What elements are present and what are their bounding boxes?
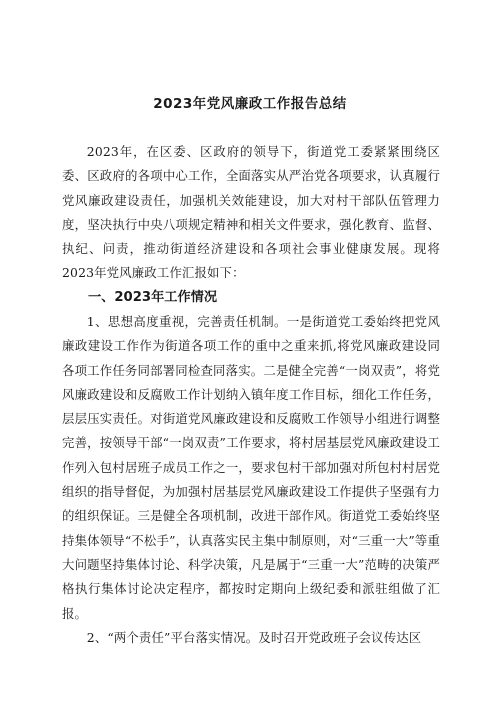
section-paragraph-1: 1、思想高度重视，完善责任机制。一是街道党工委始终把党风廉政建设工作作为街道各项工作的重中之重来抓,将党风廉政建设同各项工作任务同部署同检查同落实。二是健全完善“一岗双责”，将党风廉政建设和反腐败工作计划纳入镇年度工作目标，细化工作任务，层层压实责任。对街道党风廉政建设和反腐败工作领导小组进行调整完善，按领导干部“一岗双责”工作要求，将村居基层党风廉政建设工作列入包村居班子成员工作之一，要求包村干部加强对所包村村居党组织的指导督促，为加强村居基层党风廉政建设工作提供子坚强有力的组织保证。三是健全各项机制，改进干部作风。街道党工委始终坚持集体领导“不松手”，认真落实民主集中制原则，对“三重一大”等重大问题坚持集体讨论、科学决策，凡是属于“三重一大”范畴的决策严格执行集体讨论决定程序，都按时定期向上级纪委和派驻组做了汇报。 <box>62 314 440 621</box>
section-paragraph-2: 2、“两个责任”平台落实情况。及时召开党政班子会议传达区 <box>86 630 422 645</box>
document-title: 2023年党风廉政工作报告总结 <box>153 96 347 112</box>
intro-paragraph: 2023年，在区委、区政府的领导下，街道党工委紧紧围绕区委、区政府的各项中心工作，全面落实从严治党各项要求，认真履行党风廉政建设责任，加强机关效能建设，加大对村干部队伍管理力度，坚决执行中央八项规定精神和相关文件要求，强化教育、监督、执纪、问责，推动街道经济建设和各项社会事业健康发展。现将2023年党风廉政工作汇报如下： <box>62 144 440 281</box>
section-heading: 一、2023年工作情况 <box>88 290 218 305</box>
